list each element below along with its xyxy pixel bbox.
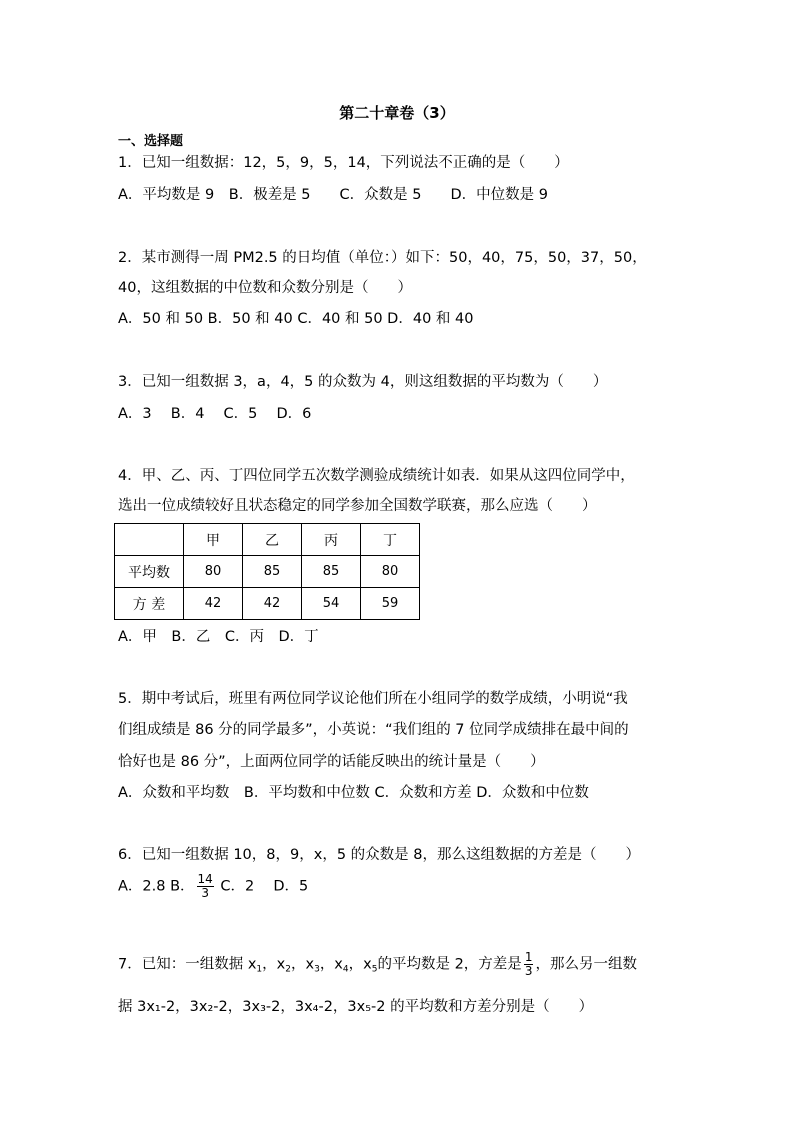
q6-option-a-b: A．2.8 B． <box>118 878 195 895</box>
q5-options: A．众数和平均数 B．平均数和中位数 C．众数和方差 D．众数和中位数 <box>118 785 589 801</box>
q5-stem-line2: 们组成绩是 86 分的同学最多”，小英说：“我们组的 7 位同学成绩排在最中间的 <box>118 722 629 738</box>
table-cell <box>115 524 184 556</box>
q5-stem-line1: 5．期中考试后，班里有两位同学议论他们所在小组同学的数学成绩，小明说“我 <box>118 691 628 707</box>
table-cell: 59 <box>361 588 420 620</box>
subscript: 3 <box>314 964 320 975</box>
table-cell: 54 <box>302 588 361 620</box>
q4-options: A．甲 B．乙 C．丙 D．丁 <box>118 629 319 645</box>
q5-stem-line3: 恰好也是 86 分”，上面两位同学的话能反映出的统计量是（ ） <box>118 754 545 770</box>
table-cell: 85 <box>243 556 302 588</box>
q6-options <box>118 873 308 900</box>
q3-stem: 3．已知一组数据 3，a，4，5 的众数为 4，则这组数据的平均数为（ ） <box>118 374 608 390</box>
q4-stem-line1: 4．甲、乙、丙、丁四位同学五次数学测验成绩统计如表．如果从这四位同学中， <box>118 468 635 484</box>
subscript: 1 <box>256 964 263 975</box>
q7-text: ，那么另一组数 <box>535 956 637 973</box>
table-cell: 85 <box>302 556 361 588</box>
q6-option-c-d: C．2 D．5 <box>215 878 309 895</box>
fraction-numerator: 14 <box>197 872 213 886</box>
fraction <box>524 951 534 978</box>
fraction <box>197 873 214 900</box>
table-row <box>115 588 420 620</box>
q3-options: A．3 B．4 C．5 D．6 <box>118 406 312 422</box>
q7-text: 7．已知：一组数据 x <box>118 956 257 973</box>
q7-stem-line2: 据 3x₁-2，3x₂-2，3x₃-2，3x₄-2，3x₅-2 的平均数和方差分别是（ ） <box>118 999 594 1015</box>
q7-text: ，x <box>319 956 343 973</box>
q1-stem: 1．已知一组数据：12，5，9，5，14，下列说法不正确的是（ ） <box>118 155 569 171</box>
section-heading: 一、选择题 <box>118 134 184 149</box>
q4-stem-line2: 选出一位成绩较好且状态稳定的同学参加全国数学联赛，那么应选（ ） <box>118 498 597 514</box>
fraction-numerator: 1 <box>524 950 533 964</box>
page-title: 第二十章卷（3） <box>339 104 455 122</box>
q7-stem-line1 <box>118 951 637 980</box>
fraction-denominator: 3 <box>524 964 533 978</box>
q7-text: ，x <box>290 956 315 973</box>
fraction-denominator: 3 <box>201 886 209 900</box>
q7-text: ，x <box>348 956 372 973</box>
q1-options: A．平均数是 9 B．极差是 5 C．众数是 5 D．中位数是 9 <box>118 187 548 203</box>
q2-stem-line2: 40，这组数据的中位数和众数分别是（ ） <box>118 280 412 296</box>
subscript: 2 <box>285 964 291 975</box>
q6-stem: 6．已知一组数据 10，8，9，x，5 的众数是 8，那么这组数据的方差是（ ） <box>118 847 640 863</box>
table-cell: 80 <box>184 556 243 588</box>
table-header-ding: 丁 <box>361 524 420 556</box>
subscript: 4 <box>342 964 349 975</box>
q2-options: A．50 和 50 B．50 和 40 C．40 和 50 D．40 和 40 <box>118 311 474 327</box>
row-label-variance: 方 差 <box>115 588 184 620</box>
row-label-mean: 平均数 <box>115 556 184 588</box>
table-header-yi: 乙 <box>243 524 302 556</box>
table-cell: 80 <box>361 556 420 588</box>
table-header-jia: 甲 <box>184 524 243 556</box>
q7-text: ，x <box>262 956 286 973</box>
q7-text: 的平均数是 2，方差是 <box>377 956 522 973</box>
table-cell: 42 <box>184 588 243 620</box>
table-header-row <box>115 524 420 556</box>
table-cell: 42 <box>243 588 302 620</box>
q2-stem-line1: 2．某市测得一周 PM2.5 的日均值（单位：）如下：50，40，75，50，37，50， <box>118 250 647 266</box>
table-row <box>115 556 420 588</box>
subscript: 5 <box>371 964 378 975</box>
stats-table <box>114 523 420 620</box>
table-header-bing: 丙 <box>302 524 361 556</box>
